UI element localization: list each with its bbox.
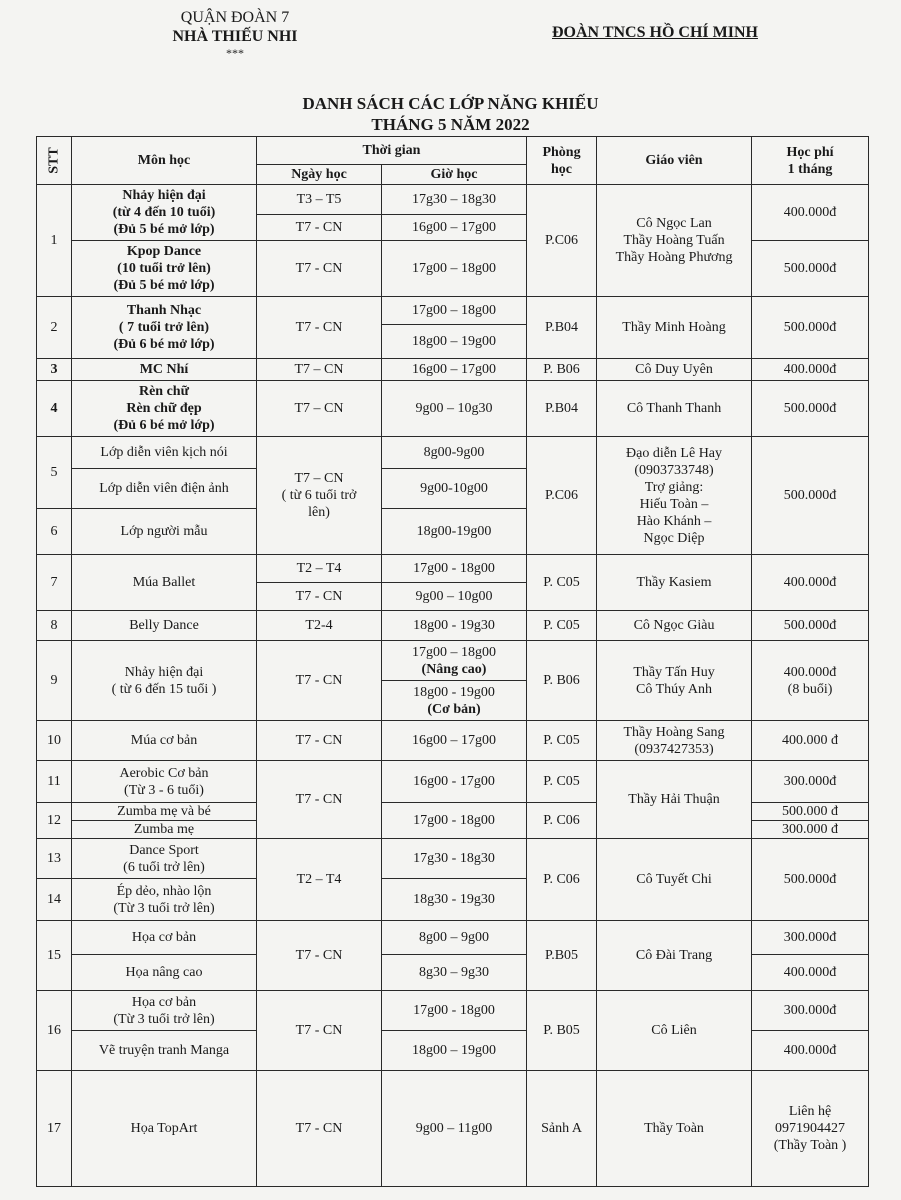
table-row	[37, 611, 869, 641]
hour-cell: 9g00 – 10g00	[382, 583, 527, 611]
row-number: 13	[37, 839, 72, 879]
fee-cell: 500.000đ	[752, 437, 869, 555]
row-number: 16	[37, 991, 72, 1071]
day-cell: T2 – T4	[257, 555, 382, 583]
fee-cell: 300.000đ	[752, 761, 869, 803]
document-subtitle: THÁNG 5 NĂM 2022	[371, 115, 530, 134]
subject-cell: Aerobic Cơ bản (Từ 3 - 6 tuổi)	[72, 761, 257, 803]
day-cell: T7 - CN	[257, 215, 382, 241]
day-cell: T7 – CN	[257, 381, 382, 437]
row-number: 5	[37, 437, 72, 509]
hour-cell: 18g30 - 19g30	[382, 879, 527, 921]
row-number: 4	[37, 381, 72, 437]
day-header: Ngày học	[257, 165, 382, 185]
subject-cell: MC Nhí	[72, 359, 257, 381]
row-number: 11	[37, 761, 72, 803]
teacher-cell: Thầy Tấn Huy Cô Thúy Anh	[597, 641, 752, 721]
day-cell: T7 - CN	[257, 241, 382, 297]
row-number: 10	[37, 721, 72, 761]
room-cell: P.B04	[527, 297, 597, 359]
day-cell: T2 – T4	[257, 839, 382, 921]
hour-text: 18g00 - 19g00	[413, 684, 495, 700]
subject-cell: Zumba mẹ	[72, 821, 257, 839]
row-number: 3	[37, 359, 72, 381]
teacher-cell: Cô Đài Trang	[597, 921, 752, 991]
subject-cell: Vẽ truyện tranh Manga	[72, 1031, 257, 1071]
hour-cell: 18g00 – 19g00	[382, 1031, 527, 1071]
table-row	[37, 761, 869, 803]
table-row	[37, 641, 869, 681]
stt-header: STT	[37, 137, 72, 185]
children-house: NHÀ THIẾU NHI	[172, 28, 298, 45]
fee-cell: 500.000đ	[752, 839, 869, 921]
hour-cell: 8g00-9g00	[382, 437, 527, 469]
room-cell: P. C05	[527, 721, 597, 761]
subject-cell: Múa cơ bản	[72, 721, 257, 761]
fee-cell: 300.000đ	[752, 991, 869, 1031]
table-header-row	[37, 137, 869, 165]
hour-cell: 17g30 – 18g30	[382, 185, 527, 215]
day-cell: T7 - CN	[257, 583, 382, 611]
subject-cell: Zumba mẹ và bé	[72, 803, 257, 821]
youth-union-header: ĐOÀN TNCS HỒ CHÍ MINH	[552, 24, 758, 41]
hour-cell: 16g00 – 17g00	[382, 721, 527, 761]
room-cell: P. C06	[527, 803, 597, 839]
day-cell: T7 - CN	[257, 721, 382, 761]
hour-cell: 16g00 - 17g00	[382, 761, 527, 803]
fee-cell: Liên hệ 0971904427 (Thầy Toàn )	[752, 1071, 869, 1187]
table-row	[37, 991, 869, 1031]
stars-divider: ***	[226, 46, 244, 60]
fee-cell: 500.000 đ	[752, 803, 869, 821]
fee-header: Học phí 1 tháng	[752, 137, 869, 185]
table-row	[37, 437, 869, 469]
hour-cell: 8g00 – 9g00	[382, 921, 527, 955]
fee-cell: 300.000đ	[752, 921, 869, 955]
level-note: (Cơ bản)	[427, 701, 481, 717]
subject-cell: Rèn chữ Rèn chữ đẹp (Đủ 6 bé mở lớp)	[72, 381, 257, 437]
subject-cell: Nhảy hiện đại ( từ 6 đến 15 tuổi )	[72, 641, 257, 721]
hour-cell: 17g00 – 18g00	[382, 241, 527, 297]
fee-cell: 500.000đ	[752, 241, 869, 297]
day-cell: T7 - CN	[257, 921, 382, 991]
class-schedule-table	[36, 136, 869, 1187]
table-row	[37, 297, 869, 325]
day-cell: T7 – CN	[257, 359, 382, 381]
hour-cell: 17g00 - 18g00	[382, 555, 527, 583]
hour-cell: 17g00 – 18g00	[382, 297, 527, 325]
table-row	[37, 921, 869, 955]
hour-cell: 18g00 – 19g00	[382, 325, 527, 359]
fee-cell: 300.000 đ	[752, 821, 869, 839]
subject-cell: Nhảy hiện đại (từ 4 đến 10 tuổi) (Đủ 5 bé mở lớp)	[72, 185, 257, 241]
fee-cell: 400.000 đ	[752, 721, 869, 761]
organization-header	[150, 8, 320, 60]
room-cell: P. C05	[527, 611, 597, 641]
room-cell: P.B04	[527, 381, 597, 437]
teacher-cell: Cô Ngọc Lan Thầy Hoàng Tuấn Thầy Hoàng Phương	[597, 185, 752, 297]
subject-cell: Lớp người mẫu	[72, 509, 257, 555]
subject-cell: Múa Ballet	[72, 555, 257, 611]
subject-cell: Belly Dance	[72, 611, 257, 641]
subject-cell: Họa cơ bản (Từ 3 tuổi trở lên)	[72, 991, 257, 1031]
row-number: 8	[37, 611, 72, 641]
teacher-cell: Đạo diễn Lê Hay (0903733748) Trợ giảng: Hiếu Toàn – Hào Khánh – Ngọc Diệp	[597, 437, 752, 555]
table-row	[37, 839, 869, 879]
row-number: 7	[37, 555, 72, 611]
hour-cell	[382, 681, 527, 721]
row-number: 14	[37, 879, 72, 921]
teacher-header: Giáo viên	[597, 137, 752, 185]
table-row	[37, 721, 869, 761]
day-cell: T7 – CN ( từ 6 tuổi trở lên)	[257, 437, 382, 555]
subject-cell: Ép dẻo, nhào lộn (Từ 3 tuổi trở lên)	[72, 879, 257, 921]
fee-cell: 500.000đ	[752, 297, 869, 359]
teacher-cell: Thầy Minh Hoàng	[597, 297, 752, 359]
fee-cell: 400.000đ	[752, 185, 869, 241]
teacher-cell: Cô Thanh Thanh	[597, 381, 752, 437]
room-cell: P.C06	[527, 437, 597, 555]
room-cell: P. C06	[527, 839, 597, 921]
teacher-cell: Thầy Hoàng Sang (0937427353)	[597, 721, 752, 761]
teacher-cell: Thầy Hải Thuận	[597, 761, 752, 839]
fee-cell: 400.000đ	[752, 359, 869, 381]
subject-cell: Kpop Dance (10 tuổi trở lên) (Đủ 5 bé mở lớp)	[72, 241, 257, 297]
subject-cell: Thanh Nhạc ( 7 tuổi trở lên) (Đủ 6 bé mở lớp)	[72, 297, 257, 359]
row-number: 15	[37, 921, 72, 991]
room-cell: Sảnh A	[527, 1071, 597, 1187]
hour-cell: 17g00 - 18g00	[382, 991, 527, 1031]
hour-text: 17g00 – 18g00	[412, 644, 496, 660]
fee-cell: 400.000đ	[752, 955, 869, 991]
hour-cell: 16g00 – 17g00	[382, 359, 527, 381]
hour-cell: 8g30 – 9g30	[382, 955, 527, 991]
room-cell: P. B06	[527, 359, 597, 381]
hour-cell: 18g00 - 19g30	[382, 611, 527, 641]
teacher-cell: Thầy Kasiem	[597, 555, 752, 611]
row-number: 1	[37, 185, 72, 297]
room-cell: P.B05	[527, 921, 597, 991]
day-cell: T7 - CN	[257, 297, 382, 359]
table-row	[37, 1071, 869, 1187]
hour-cell	[382, 641, 527, 681]
room-cell: P. B06	[527, 641, 597, 721]
subject-cell: Dance Sport (6 tuổi trở lên)	[72, 839, 257, 879]
subject-cell: Lớp diễn viên kịch nói	[72, 437, 257, 469]
day-cell: T7 - CN	[257, 761, 382, 839]
day-cell: T2-4	[257, 611, 382, 641]
hour-cell: 17g00 - 18g00	[382, 803, 527, 839]
hour-cell: 9g00 – 10g30	[382, 381, 527, 437]
row-number: 17	[37, 1071, 72, 1187]
row-number: 2	[37, 297, 72, 359]
table-row	[37, 555, 869, 583]
fee-cell: 400.000đ	[752, 1031, 869, 1071]
hour-cell: 18g00-19g00	[382, 509, 527, 555]
table-row	[37, 381, 869, 437]
subject-cell: Họa nâng cao	[72, 955, 257, 991]
room-header: Phòng học	[527, 137, 597, 185]
day-cell: T7 - CN	[257, 1071, 382, 1187]
room-cell: P. C05	[527, 761, 597, 803]
fee-cell: 400.000đ	[752, 555, 869, 611]
subject-cell: Họa TopArt	[72, 1071, 257, 1187]
level-note: (Nâng cao)	[421, 661, 487, 677]
document-title: DANH SÁCH CÁC LỚP NĂNG KHIẾU	[302, 94, 599, 113]
day-cell: T7 - CN	[257, 641, 382, 721]
teacher-cell: Cô Tuyết Chi	[597, 839, 752, 921]
row-number: 12	[37, 803, 72, 839]
row-number: 9	[37, 641, 72, 721]
time-header: Thời gian	[257, 137, 527, 165]
hour-cell: 16g00 – 17g00	[382, 215, 527, 241]
hour-cell: 17g30 - 18g30	[382, 839, 527, 879]
table-row	[37, 185, 869, 215]
district-union: QUẬN ĐOÀN 7	[180, 9, 290, 26]
teacher-cell: Cô Liên	[597, 991, 752, 1071]
subject-cell: Lớp diễn viên điện ảnh	[72, 469, 257, 509]
day-cell: T3 – T5	[257, 185, 382, 215]
room-cell: P.C06	[527, 185, 597, 297]
teacher-cell: Cô Duy Uyên	[597, 359, 752, 381]
teacher-cell: Cô Ngọc Giàu	[597, 611, 752, 641]
fee-cell: 400.000đ (8 buổi)	[752, 641, 869, 721]
table-row	[37, 359, 869, 381]
hour-cell: 9g00 – 11g00	[382, 1071, 527, 1187]
hour-cell: 9g00-10g00	[382, 469, 527, 509]
room-cell: P. C05	[527, 555, 597, 611]
row-number: 6	[37, 509, 72, 555]
fee-cell: 500.000đ	[752, 381, 869, 437]
hour-header: Giờ học	[382, 165, 527, 185]
subject-cell: Họa cơ bản	[72, 921, 257, 955]
room-cell: P. B05	[527, 991, 597, 1071]
subject-header: Môn học	[72, 137, 257, 185]
fee-cell: 500.000đ	[752, 611, 869, 641]
day-cell: T7 - CN	[257, 991, 382, 1071]
teacher-cell: Thầy Toàn	[597, 1071, 752, 1187]
